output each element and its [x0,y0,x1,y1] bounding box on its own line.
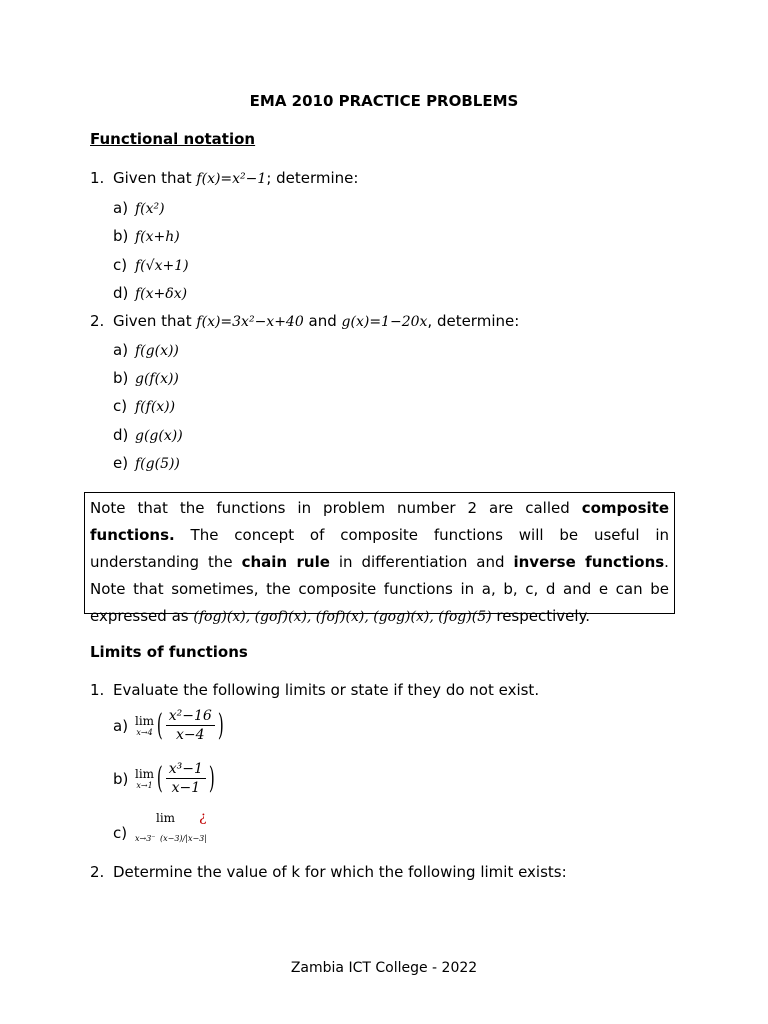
page-footer: Zambia ICT College - 2022 [290,960,478,976]
limit-operator: lim x→1 [135,766,155,790]
note-box [84,492,675,625]
note-line: functions. The concept of composite functions will be useful in [90,526,669,544]
left-brace: ( [156,707,163,743]
question-number: 1. [90,681,105,699]
limits-question-2: 2. Determine the value of k for which the following limit exists: [90,863,567,881]
limit-operator: lim [156,811,176,825]
list-item: c) f(f(x)) [113,397,176,415]
fraction: $\frac{\text{x³−1}}{x-1}$ [166,760,206,797]
question-number: 2. [90,312,105,330]
note-line: Note that sometimes, the composite functions in a, b, c, d and e can be [90,580,669,598]
math-expression: (fog)(x), (gof)(x), (fof)(x), (gog)(x), (fog)(5) [193,609,492,625]
list-item: a) lim x→4 ( $\frac{\text{x²−16}}{x-4}$ ) [113,707,224,743]
note-line: expressed as (fog)(x), (gof)(x), (fof)(x), (gog)(x), (fog)(5) respectively. [90,607,591,625]
math-expression: f(x)=3x²−x+40 [196,314,304,330]
note-line: Note that the functions in problem number 2 are called composite [90,499,669,517]
question-1: 1. Given that f(x)=x²−1; determine: [90,169,359,187]
left-brace: ( [156,760,163,796]
list-item: a) f(x²) [113,199,165,217]
note-line: understanding the chain rule in differentiation and inverse functions. [90,553,669,571]
fraction: (x−3)/|x−3| [160,834,207,843]
section-heading-functional-notation: Functional notation [90,130,256,148]
limit-subscript: x→3⁻ [135,834,156,843]
list-item: d) g(g(x)) [113,426,183,444]
math-expression: f(x)=x²−1 [196,171,267,187]
limit-operator: lim x→4 [135,713,155,737]
limits-question-1: 1. Evaluate the following limits or state if they do not exist. [90,681,540,699]
list-item: b) f(x+h) [113,227,180,245]
question-number: 2. [90,863,105,881]
list-item: b) lim x→1 ( $\frac{\text{x³−1}}{x-1}$ ) [113,760,215,796]
broken-glyph: ¿ [199,809,207,825]
math-expression: g(x)=1−20x [341,314,428,330]
list-item: d) f(x+δx) [113,284,188,302]
right-brace: ) [217,707,224,743]
list-item: a) f(g(x)) [113,341,179,359]
section-heading-limits: Limits of functions [90,643,248,661]
list-item: c) [113,824,128,842]
question-2: 2. Given that f(x)=3x²−x+40 and g(x)=1−20x, determine: [90,312,520,330]
list-item: c) f(√x+1) [113,256,189,274]
question-number: 1. [90,169,105,187]
fraction: $\frac{\text{x²−16}}{x-4}$ [166,707,215,744]
page-title: EMA 2010 PRACTICE PROBLEMS [249,92,519,110]
right-brace: ) [208,760,215,796]
list-item: e) f(g(5)) [113,454,180,472]
list-item: b) g(f(x)) [113,369,179,387]
